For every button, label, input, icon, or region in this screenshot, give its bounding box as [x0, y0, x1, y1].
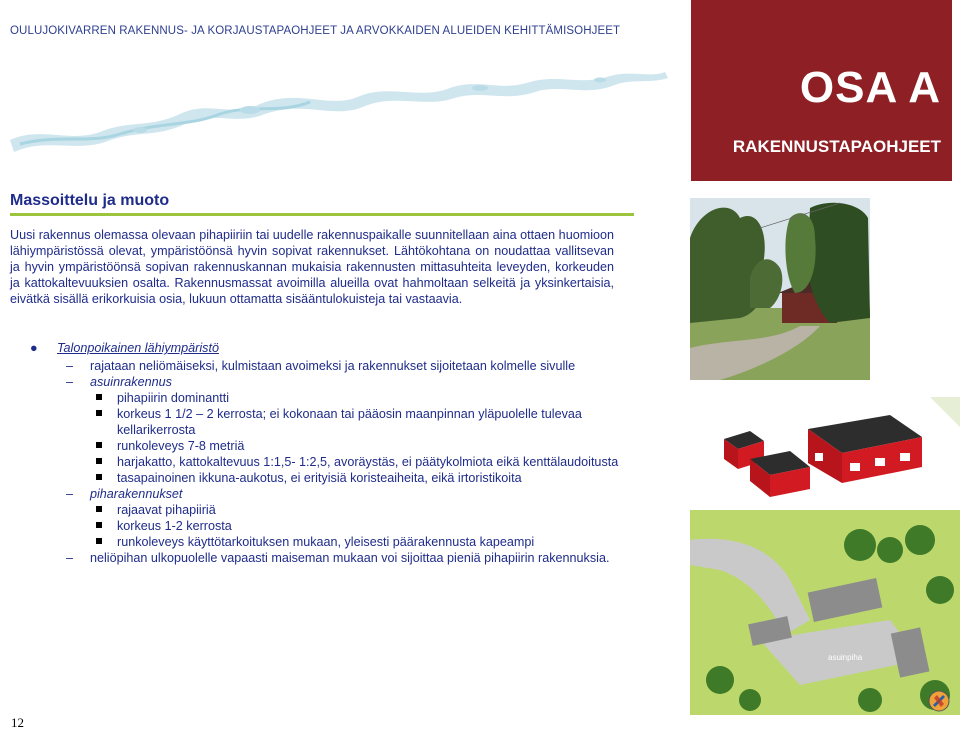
list-item-text: harjakatto, kattokaltevuus 1:1,5- 1:2,5, avoräystäs, ei päätykolmiota eikä kenttälaudoitusta	[117, 455, 619, 469]
list-item-text: runkoleveys käyttötarkoituksen mukaan, yleisesti päärakennusta kapeampi	[117, 535, 535, 549]
red-buildings-illustration	[690, 387, 960, 507]
square-bullet-icon	[96, 442, 102, 448]
list-item-text: korkeus 1-2 kerrosta	[117, 519, 232, 533]
square-bullet-icon	[96, 506, 102, 512]
list-item-text: korkeus 1 1/2 – 2 kerrosta; ei kokonaan tai pääosin maanpinnan yläpuolelle tulevaa kellarikerrosta	[117, 407, 582, 437]
section-title: OSA A	[799, 63, 941, 112]
dash-bullet-icon: –	[66, 551, 74, 565]
site-plan-label: asuinpiha	[828, 653, 863, 662]
intro-paragraph: Uusi rakennus olemassa olevaan pihapiiriin tai uudelle rakennuspaikalle suunnitellaan aina ottaen huomioon lähiympäristössä olevat, ympäristöönsä hyvin sopivat rakennukset. Lähtökohtana on noudattaa vallitsevan ja hyvin ympäristöönsä sopivan rakennuskannan mukaisia rakennusten mittasuhteita leveyden, korkeuden ja kattokaltevuuksien osalta. Rakennusmassat avoimilla alueilla ovat hahmoltaan selkeitä ja yksinkertaisia, eivätkä sisällä erikorkuisia osia, lukuun ottamatta sisääntulokuisteja tai vastaavia.	[10, 228, 614, 306]
list-item-text: rajaavat pihapiiriä	[117, 503, 216, 517]
list-item-text: pihapiirin dominantti	[117, 391, 230, 405]
list-item	[30, 518, 630, 534]
guideline-list	[30, 340, 630, 566]
bullet-dot-icon: ●	[30, 341, 38, 355]
square-bullet-icon	[96, 522, 102, 528]
list-item	[30, 340, 630, 356]
document-header-title: OULUJOKIVARREN RAKENNUS- JA KORJAUSTAPAOHJEET JA ARVOKKAIDEN ALUEIDEN KEHITTÄMISOHJEET	[10, 25, 621, 37]
section-label-box	[691, 0, 952, 181]
page-heading: Massoittelu ja muoto	[10, 192, 170, 209]
list-heading: Talonpoikainen lähiympäristö	[57, 341, 219, 355]
list-item	[30, 550, 630, 566]
list-subheading: asuinrakennus	[90, 375, 172, 389]
square-bullet-icon	[96, 410, 102, 416]
page-number: 12	[11, 715, 24, 730]
dash-bullet-icon: –	[66, 487, 74, 501]
square-bullet-icon	[96, 458, 102, 464]
list-item-text: tasapainoinen ikkuna-aukotus, ei erityisiä koristeaiheita, eikä irtoristikoita	[117, 471, 522, 485]
list-item	[30, 486, 630, 502]
list-item	[30, 502, 630, 518]
site-plan-illustration	[690, 510, 960, 715]
square-bullet-icon	[96, 538, 102, 544]
logo-icon	[928, 690, 950, 712]
list-item	[30, 406, 632, 438]
list-item-text: runkoleveys 7-8 metriä	[117, 439, 245, 453]
heading-divider	[10, 213, 634, 216]
list-item-text: rajataan neliömäiseksi, kulmistaan avoimeksi ja rakennukset sijoitetaan kolmelle sivulle	[90, 359, 576, 373]
list-item	[30, 470, 630, 486]
list-subheading: piharakennukset	[90, 487, 183, 501]
dash-bullet-icon: –	[66, 375, 74, 389]
list-item	[30, 438, 630, 454]
dash-bullet-icon: –	[66, 359, 74, 373]
list-item	[30, 454, 632, 470]
list-item	[30, 390, 630, 406]
list-item	[30, 374, 630, 390]
list-item	[30, 358, 630, 374]
river-map-graphic	[0, 48, 690, 158]
list-item	[30, 534, 630, 550]
square-bullet-icon	[96, 394, 102, 400]
farmyard-photo	[690, 198, 870, 380]
section-subtitle: RAKENNUSTAPAOHJEET	[732, 137, 941, 156]
square-bullet-icon	[96, 474, 102, 480]
list-item-text: neliöpihan ulkopuolelle vapaasti maiseman mukaan voi sijoittaa pieniä pihapiirin rakennuksia.	[90, 551, 610, 565]
